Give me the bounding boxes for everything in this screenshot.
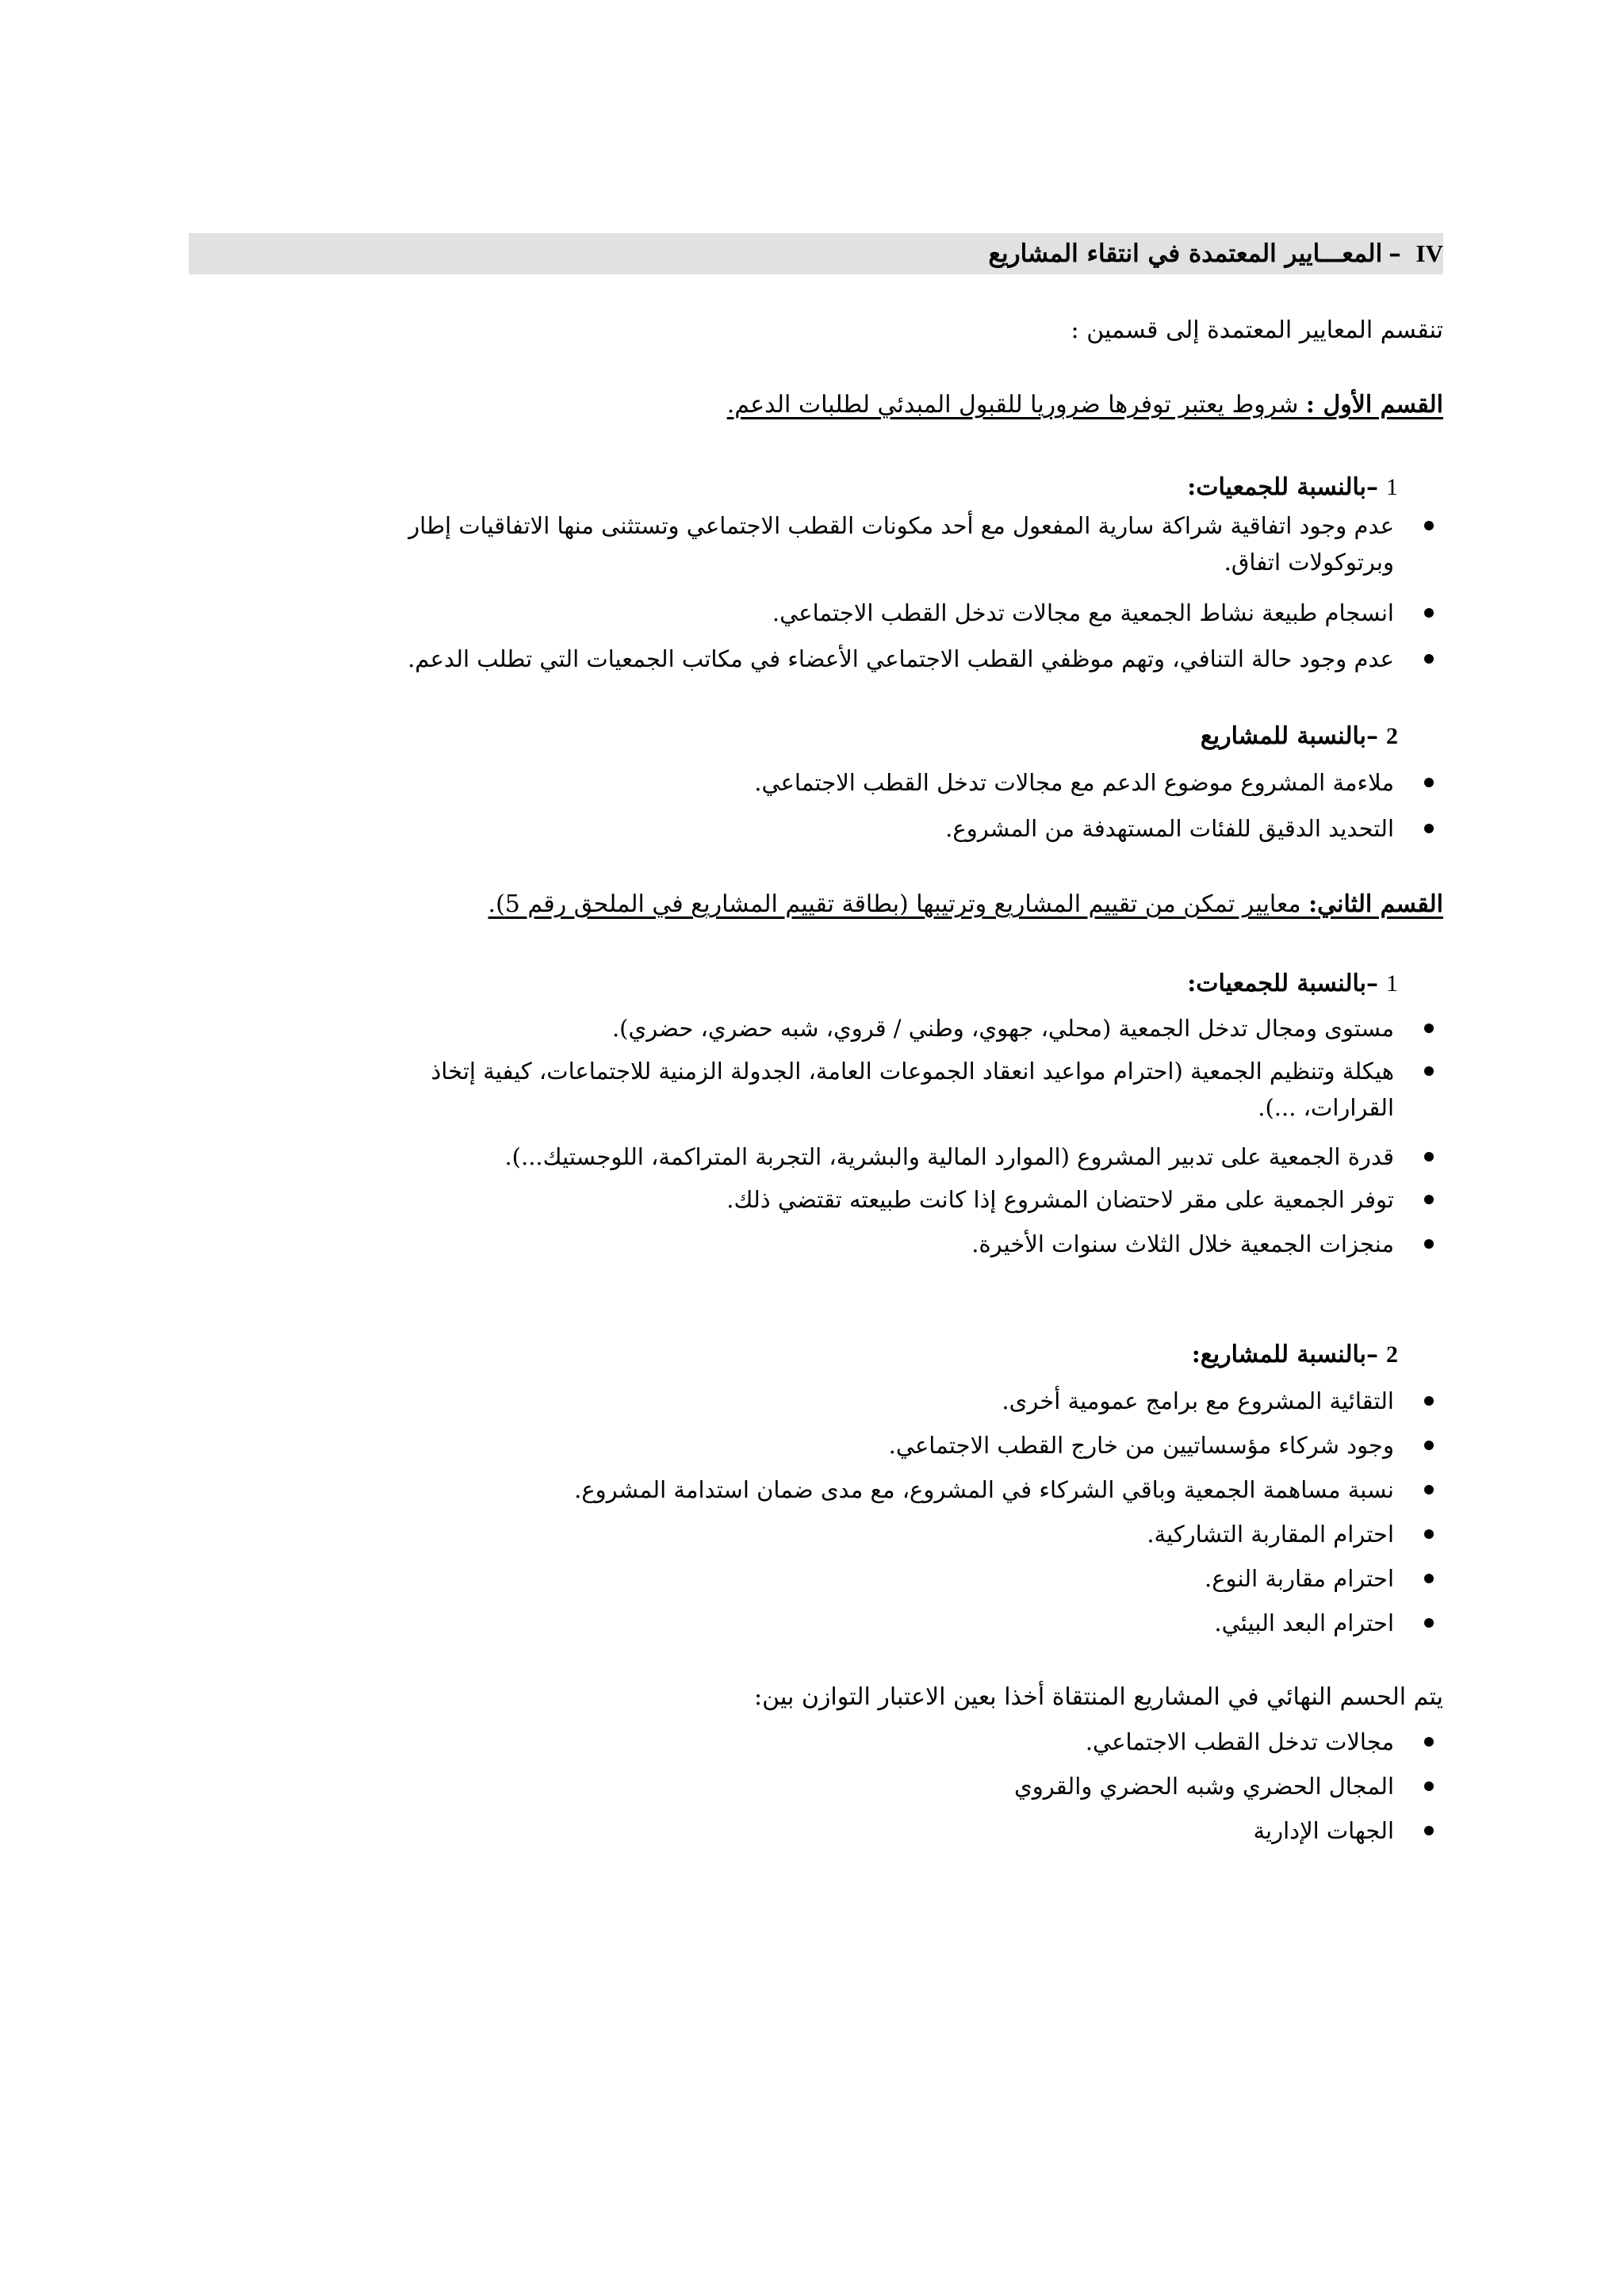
- list-item: [945, 810, 1394, 847]
- list-item-line: التقائية المشروع مع برامج عمومية أخرى.: [1002, 1387, 1394, 1414]
- part2-associations-heading: [1187, 966, 1398, 1002]
- list-item: [408, 641, 1394, 677]
- list-item-line: احترام المقاربة التشاركية.: [1147, 1521, 1394, 1548]
- list-item-line: عدم وجود حالة التنافي، وتهم موظفي القطب الاجتماعي الأعضاء في مكاتب الجمعيات التي تطلب الدعم.: [408, 645, 1394, 672]
- bullet-icon: [1424, 1066, 1434, 1076]
- list-item-line: منجزات الجمعية خلال الثلاث سنوات الأخيرة.: [971, 1230, 1394, 1257]
- list-item: [1253, 1812, 1394, 1849]
- bullet-icon: [1424, 608, 1434, 618]
- part1-heading: [727, 387, 1443, 423]
- list-item: [213, 1053, 1394, 1126]
- list-item: [971, 1226, 1394, 1262]
- part1-text: شروط يعتبر توفرها ضروريا للقبول المبدئي لطلبات الدعم.: [726, 391, 1306, 419]
- bullet-icon: [1424, 1529, 1434, 1539]
- part1-associations-heading: [1187, 469, 1398, 506]
- bullet-icon: [1424, 1152, 1434, 1161]
- list-item: [754, 764, 1394, 801]
- part1-associations-number: 1: [1386, 474, 1398, 500]
- section-dash: –: [1388, 239, 1401, 268]
- list-item: [1014, 1768, 1394, 1804]
- list-item: [772, 595, 1394, 631]
- list-item: [1205, 1560, 1394, 1597]
- bullet-icon: [1424, 1441, 1434, 1450]
- section-title: المعـــايير المعتمدة في انتقاء المشاريع: [988, 239, 1383, 268]
- bullet-icon: [1424, 1826, 1434, 1835]
- list-item: [726, 1181, 1394, 1218]
- bullet-icon: [1424, 1781, 1434, 1791]
- bullet-icon: [1424, 654, 1434, 664]
- part1-label: القسم الأول :: [1305, 391, 1443, 419]
- bullet-icon: [1424, 1239, 1434, 1249]
- bullet-icon: [1424, 1396, 1434, 1406]
- list-item-line: انسجام طبيعة نشاط الجمعية مع مجالات تدخل القطب الاجتماعي.: [772, 599, 1394, 626]
- list-item-line: المجال الحضري وشبه الحضري والقروي: [1014, 1773, 1394, 1800]
- list-item: [889, 1427, 1394, 1464]
- part1-projects-number: 2: [1386, 723, 1398, 749]
- list-item-line: ملاءمة المشروع موضوع الدعم مع مجالات تدخل القطب الاجتماعي.: [754, 769, 1394, 796]
- list-item-line: التحديد الدقيق للفئات المستهدفة من المشروع.: [945, 815, 1394, 842]
- part2-projects-title: –بالنسبة للمشاريع:: [1191, 1341, 1378, 1368]
- list-item-line: نسبة مساهمة الجمعية وباقي الشركاء في المشروع، مع مدى ضمان استدامة المشروع.: [574, 1476, 1394, 1503]
- list-item-line: احترام البعد البيئي.: [1214, 1609, 1394, 1636]
- section-heading: [989, 233, 1444, 274]
- list-item: [1214, 1605, 1394, 1641]
- part1-projects-title: –بالنسبة للمشاريع: [1200, 722, 1378, 750]
- bullet-icon: [1424, 1485, 1434, 1494]
- list-item: [244, 507, 1394, 580]
- list-item-line: القرارات، ...).: [1258, 1094, 1394, 1121]
- list-item-line: توفر الجمعية على مقر لاحتضان المشروع إذا كانت طبيعته تقتضي ذلك.: [726, 1186, 1394, 1213]
- part2-text: معايير تمكن من تقييم المشاريع وترتيبها (بطاقة تقييم المشاريع في الملحق رقم 5).: [488, 890, 1309, 918]
- bullet-icon: [1424, 1737, 1434, 1747]
- part2-projects-number: 2: [1386, 1341, 1398, 1368]
- intro-paragraph: تنقسم المعايير المعتمدة إلى قسمين :: [1071, 316, 1443, 344]
- part1-projects-heading: [1201, 718, 1398, 755]
- part2-heading: [488, 886, 1443, 923]
- part2-associations-number: 1: [1386, 970, 1398, 997]
- list-item-line: قدرة الجمعية على تدبير المشروع (الموارد المالية والبشرية، التجربة المتراكمة، اللوجستيك...).: [504, 1143, 1394, 1170]
- final-intro: يتم الحسم النهائي في المشاريع المنتقاة أخذا بعين الاعتبار التوازن بين:: [754, 1683, 1443, 1711]
- bullet-icon: [1424, 1574, 1434, 1583]
- bullet-icon: [1424, 1195, 1434, 1204]
- part2-projects-heading: [1192, 1337, 1398, 1373]
- list-item-line: هيكلة وتنظيم الجمعية (احترام مواعيد انعقاد الجموعات العامة، الجدولة الزمنية للاجتماعات، كيفية إتخاذ: [431, 1058, 1394, 1085]
- list-item: [1147, 1516, 1394, 1552]
- section-number: IV: [1415, 239, 1443, 267]
- part2-label: القسم الثاني:: [1308, 890, 1443, 918]
- list-item-line: وجود شركاء مؤسساتيين من خارج القطب الاجتماعي.: [888, 1432, 1394, 1459]
- part2-associations-title: –بالنسبة للجمعيات:: [1187, 970, 1378, 997]
- bullet-icon: [1424, 1618, 1434, 1628]
- list-item-line: احترام مقاربة النوع.: [1205, 1565, 1394, 1592]
- list-item: [1002, 1383, 1394, 1419]
- list-item-line: مستوى ومجال تدخل الجمعية (محلي، جهوي، وطني / قروي، شبه حضري، حضري).: [611, 1015, 1394, 1042]
- list-item-line: عدم وجود اتفاقية شراكة سارية المفعول مع أحد مكونات القطب الاجتماعي وتستثنى منها الاتفاقيات إطار: [408, 512, 1394, 539]
- list-item-line: الجهات الإدارية: [1253, 1817, 1394, 1844]
- bullet-icon: [1424, 778, 1434, 787]
- bullet-icon: [1424, 521, 1434, 530]
- list-item-line: وبرتوكولات اتفاق.: [1224, 549, 1394, 576]
- bullet-icon: [1424, 824, 1434, 833]
- bullet-icon: [1424, 1024, 1434, 1033]
- list-item: [1086, 1724, 1394, 1760]
- list-item: [504, 1138, 1394, 1175]
- part1-associations-title: –بالنسبة للجمعيات:: [1187, 473, 1378, 501]
- list-item: [574, 1471, 1394, 1508]
- list-item: [612, 1010, 1394, 1047]
- list-item-line: مجالات تدخل القطب الاجتماعي.: [1085, 1728, 1394, 1755]
